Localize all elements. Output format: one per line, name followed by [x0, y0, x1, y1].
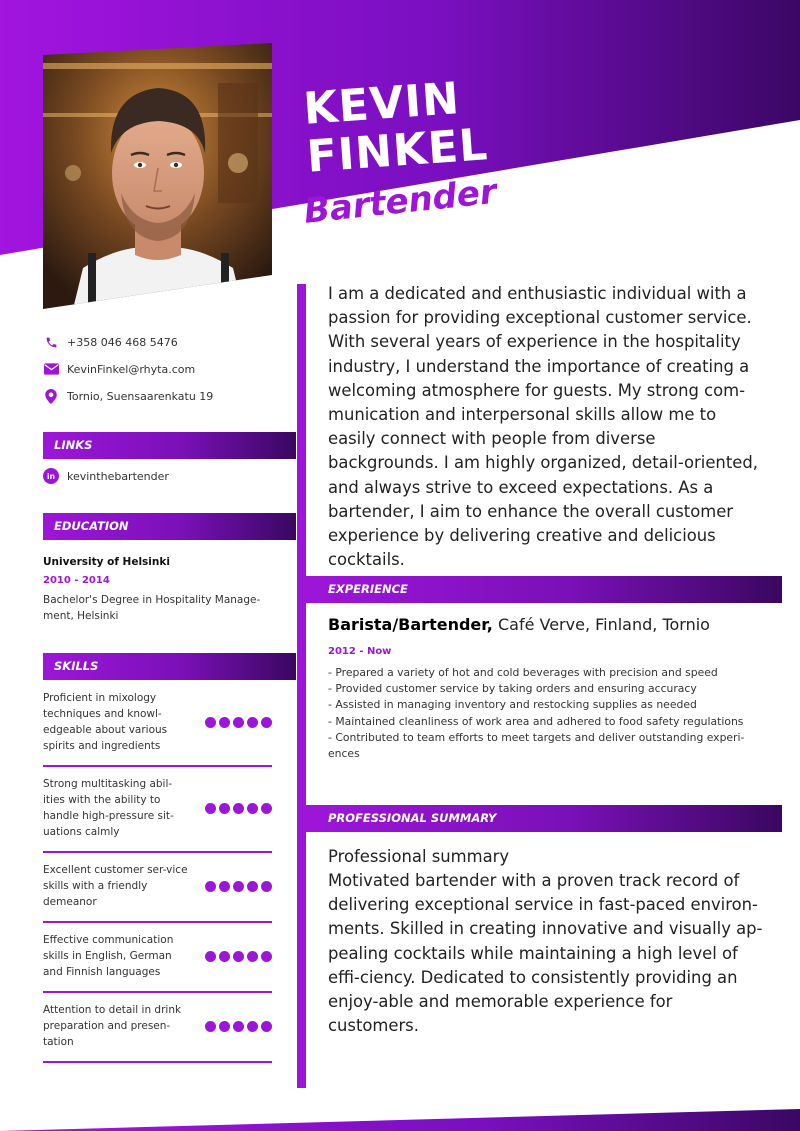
profile-text: I am a dedicated and enthusiastic individual with a passion for providing exceptional customer service. With several years of experience in the hospitality industry, I understand the importance of creating a welcoming atmosphere for guests. My strong com-munication and interpersonal skills allow me to easily connect with people from diverse backgrounds. I am highly organized, detail-oriented, and always strive to exceed expectations. As a bartender, I aim to enhance the overall customer experience by delivering creative and delicious cocktails.: [328, 284, 758, 570]
skill-rating: [205, 803, 272, 814]
rating-dot: [219, 1021, 230, 1032]
rating-dot: [219, 951, 230, 962]
address-text: Tornio, Suensaarenkatu 19: [67, 389, 214, 403]
skill-rating: [205, 881, 272, 892]
job-company: Café Verve, Finland, Tornio: [492, 615, 710, 634]
experience-bullet: - Provided customer service by taking orders and ensuring accuracy: [328, 682, 697, 696]
experience-bullet: - Assisted in managing inventory and restocking supplies as needed: [328, 698, 697, 712]
rating-dot: [219, 881, 230, 892]
summary-text: Motivated bartender with a proven track record of delivering exceptional service in fast-paced environ-ments. Skilled in creating innovative and visually ap-pealing cocktails while maintaining a high level of effi-ciency. Dedicated to consistently providing an enjoy-able and memorable experience for customers.: [328, 871, 763, 1036]
experience-section-heading: EXPERIENCE: [306, 576, 782, 603]
rating-dot: [205, 1021, 216, 1032]
experience-bullet: - Contributed to team efforts to meet targets and deliver outstanding experi-ences: [328, 730, 745, 761]
education-school: University of Helsinki: [43, 556, 170, 568]
education-years: 2010 - 2014: [43, 575, 110, 586]
link-item-linkedin[interactable]: [43, 468, 169, 484]
skill-label: Strong multitasking abil-ities with the ability to handle high-pressure sit-uations calmly: [43, 778, 174, 838]
skill-item: [43, 776, 272, 853]
skill-item: [43, 690, 272, 767]
location-pin-icon: [43, 388, 59, 404]
rating-dot: [219, 717, 230, 728]
first-name: KEVIN: [301, 73, 462, 135]
rating-dot: [233, 717, 244, 728]
rating-dot: [247, 881, 258, 892]
summary-section-heading: PROFESSIONAL SUMMARY: [306, 805, 782, 832]
profile-photo: [43, 43, 272, 309]
rating-dot: [233, 803, 244, 814]
skill-rating: [205, 951, 272, 962]
rating-dot: [205, 803, 216, 814]
experience-dates: 2012 - Now: [328, 646, 392, 657]
rating-dot: [261, 881, 272, 892]
skill-label: Proficient in mixology techniques and knowl-edgeable about various spirits and ingredients: [43, 692, 168, 752]
skill-item: [43, 1002, 272, 1063]
rating-dot: [261, 951, 272, 962]
rating-dot: [205, 951, 216, 962]
experience-bullet: - Maintained cleanliness of work area and adhered to food safety regulations: [328, 714, 744, 728]
job-role: Bartender: [302, 171, 499, 232]
rating-dot: [205, 881, 216, 892]
skill-label: Effective communication skills in English, German and Finnish languages: [43, 934, 174, 978]
summary-subheading: Professional summary: [328, 847, 510, 866]
education-degree: Bachelor's Degree in Hospitality Manage-ment, Helsinki: [43, 594, 261, 622]
skill-rating: [205, 1021, 272, 1032]
rating-dot: [247, 717, 258, 728]
column-divider: [297, 284, 306, 1088]
rating-dot: [233, 951, 244, 962]
rating-dot: [247, 951, 258, 962]
rating-dot: [261, 1021, 272, 1032]
education-section-heading: EDUCATION: [43, 513, 296, 540]
candidate-name: [302, 73, 490, 181]
skill-rating: [205, 717, 272, 728]
footer-background: [0, 1091, 800, 1131]
contact-email[interactable]: [43, 359, 283, 379]
contact-address: [43, 386, 283, 406]
rating-dot: [205, 717, 216, 728]
phone-text: +358 046 468 5476: [67, 335, 178, 349]
last-name: FINKEL: [305, 119, 490, 183]
rating-dot: [261, 717, 272, 728]
skill-item: [43, 862, 272, 923]
skill-label: Excellent customer ser-vice skills with a friendly demeanor: [43, 864, 188, 908]
email-text: KevinFinkel@rhyta.com: [67, 362, 196, 376]
skills-section-heading: SKILLS: [43, 653, 296, 680]
rating-dot: [247, 1021, 258, 1032]
link-label: kevinthebartender: [67, 469, 169, 483]
rating-dot: [261, 803, 272, 814]
experience-bullets: [328, 665, 758, 762]
rating-dot: [233, 1021, 244, 1032]
links-section-heading: LINKS: [43, 432, 296, 459]
experience-title: [328, 615, 710, 634]
contact-phone[interactable]: [43, 332, 283, 352]
rating-dot: [219, 803, 230, 814]
experience-bullet: - Prepared a variety of hot and cold beverages with precision and speed: [328, 666, 718, 679]
skill-item: [43, 932, 272, 993]
job-title: Barista/Bartender,: [328, 615, 493, 634]
skill-label: Attention to detail in drink preparation and presen-tation: [43, 1004, 182, 1048]
mail-icon: [43, 361, 59, 377]
rating-dot: [247, 803, 258, 814]
phone-icon: [43, 334, 59, 350]
linkedin-icon: in: [43, 468, 59, 484]
rating-dot: [233, 881, 244, 892]
